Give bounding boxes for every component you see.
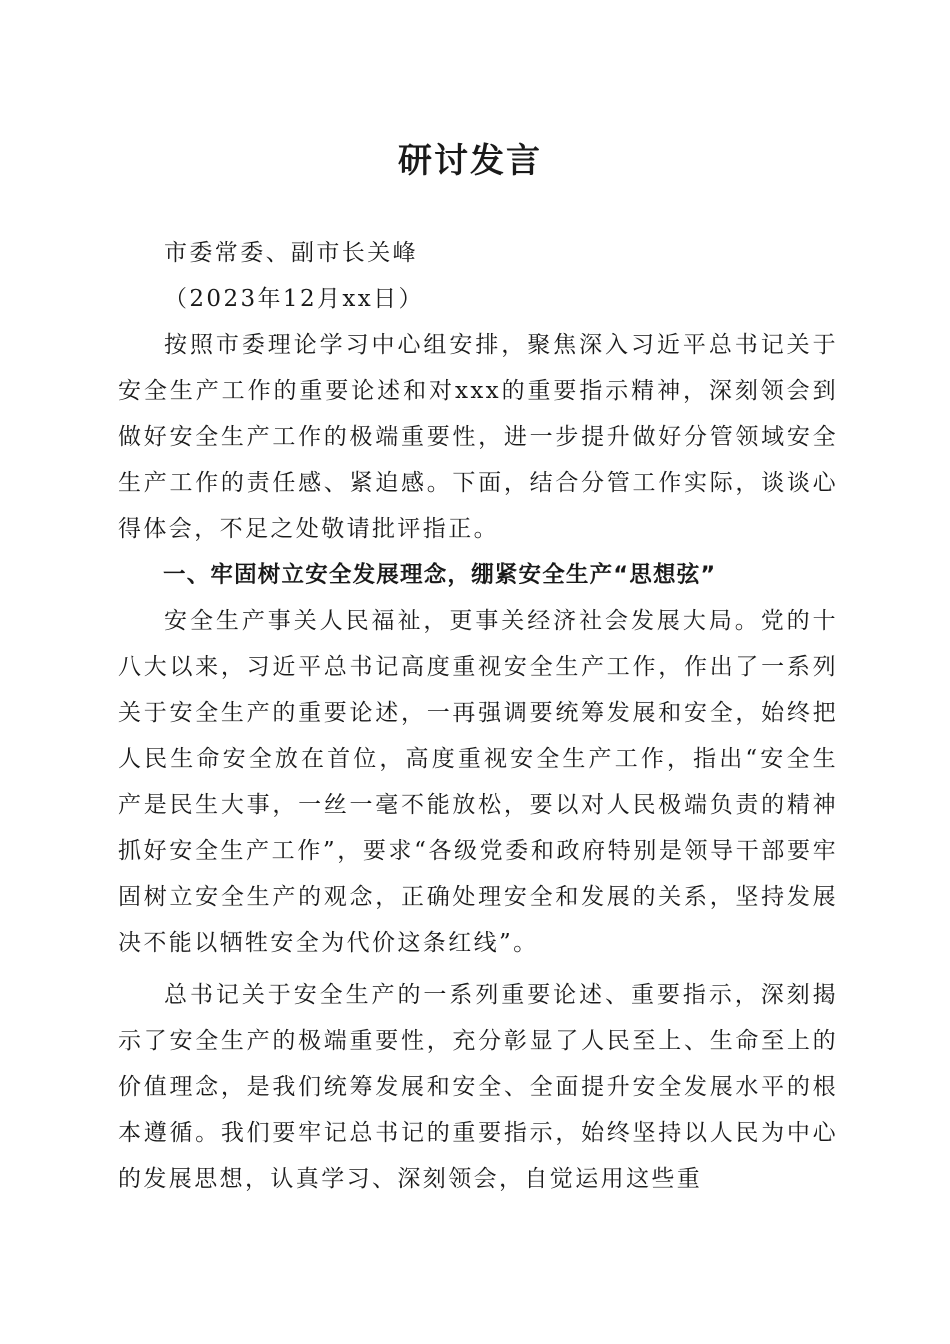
section1-paragraph-2: 总书记关于安全生产的一系列重要论述、重要指示，深刻揭示了安全生产的极端重要性，充分彰显了人民至上、生命至上的价值理念，是我们统筹发展和安全、全面提升安全发展水平的根本遵循。我们要牢记总书记的重要指示，始终坚持以人民为中心的发展思想，认真学习、深刻领会，自觉运用这些重	[118, 982, 838, 1192]
document-body	[118, 230, 838, 1202]
intro-paragraph: 按照市委理论学习中心组安排，聚焦深入习近平总书记关于安全生产工作的重要论述和对xxx的重要指示精神，深刻领会到做好安全生产工作的极端重要性，进一步提升做好分管领域安全生产工作的责任感、紧迫感。下面，结合分管工作实际，谈谈心得体会，不足之处敬请批评指正。	[118, 332, 838, 542]
section1-paragraph-1: 安全生产事关人民福祉，更事关经济社会发展大局。党的十八大以来，习近平总书记高度重视安全生产工作，作出了一系列关于安全生产的重要论述，一再强调要统筹发展和安全，始终把人民生命安全放在首位，高度重视安全生产工作，指出“安全生产是民生大事，一丝一毫不能放松，要以对人民极端负责的精神抓好安全生产工作”，要求“各级党委和政府特别是领导干部要牢固树立安全生产的观念，正确处理安全和发展的关系，坚持发展决不能以牺牲安全为代价这条红线”。	[118, 608, 838, 956]
section-heading-1: 一、牢固树立安全发展理念，绷紧安全生产“思想弦”	[163, 562, 717, 588]
speaker-line: 市委常委、副市长关峰	[164, 240, 418, 266]
document-title: 研讨发言	[398, 141, 542, 181]
date-line: （2023年12月xx日）	[164, 286, 424, 312]
